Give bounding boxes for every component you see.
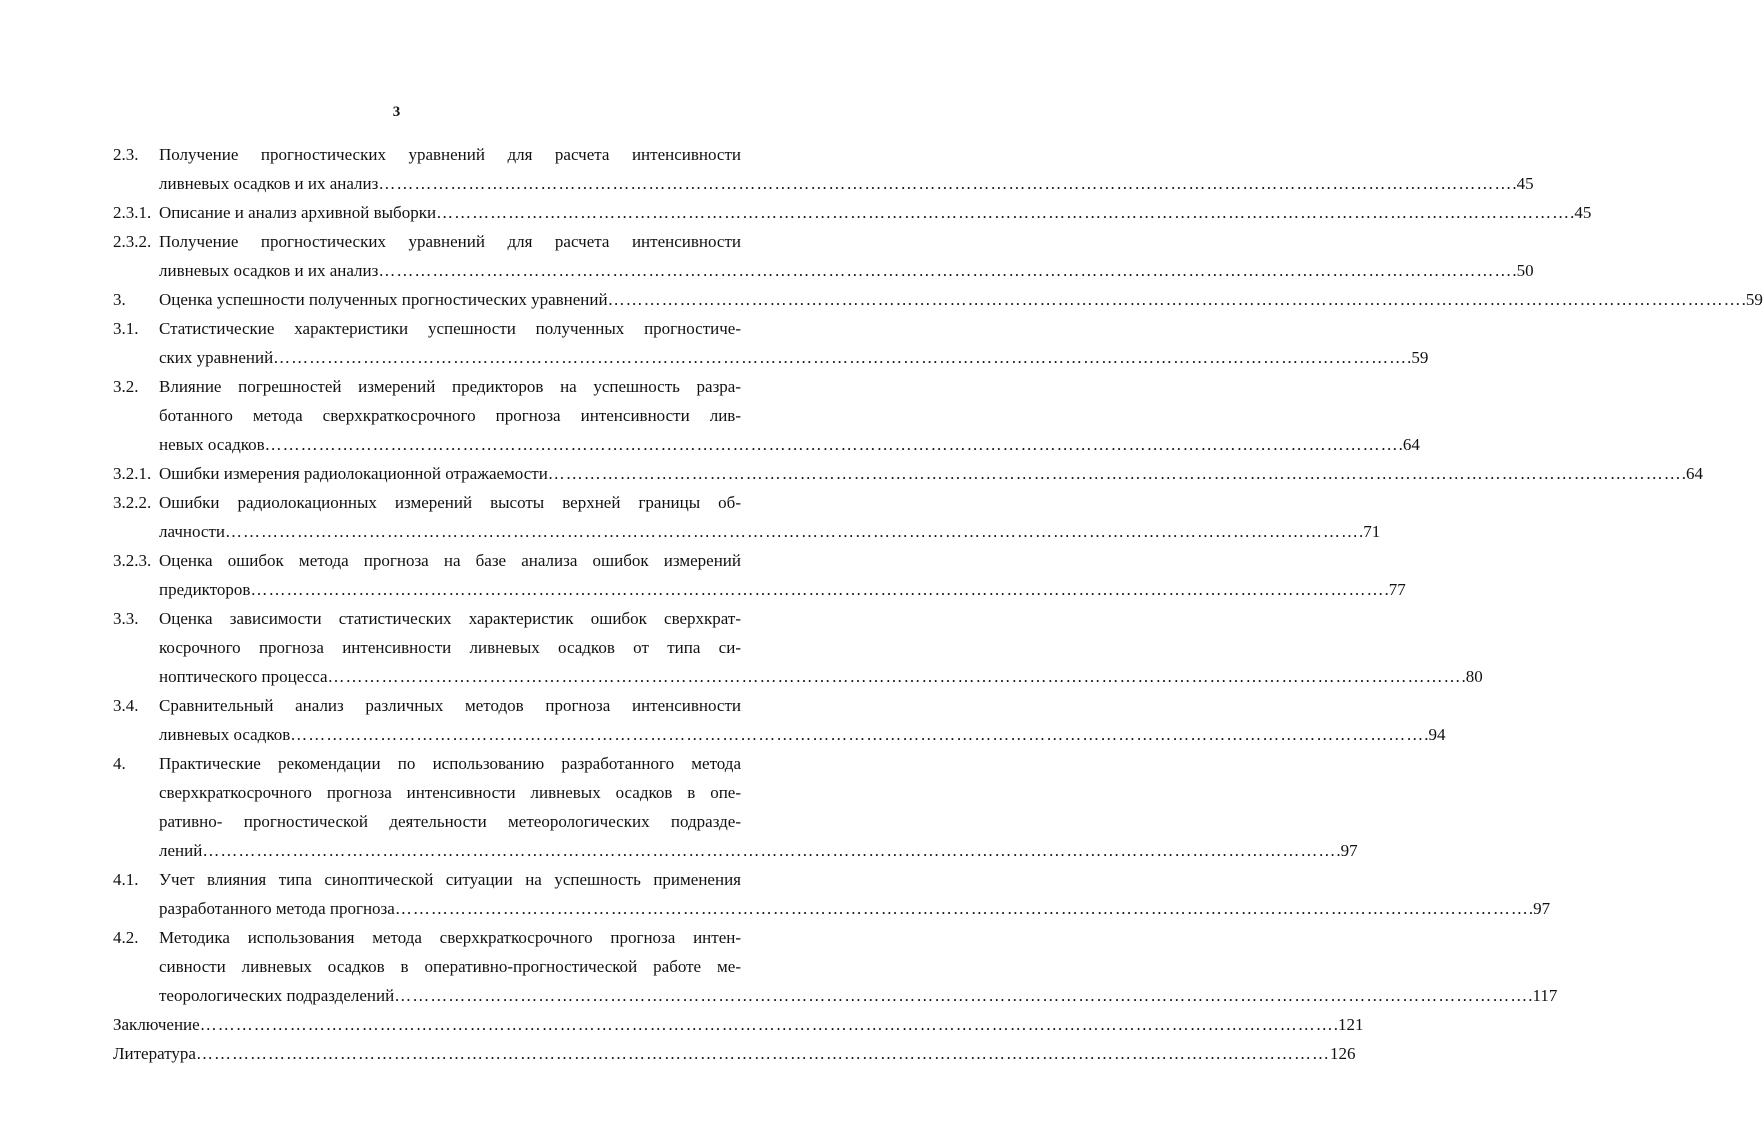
toc-page-number: .97: [1336, 841, 1358, 860]
toc-entry-number: 3.2.2.: [113, 493, 152, 512]
toc-entry-title-end: ливневых осадков и их анализ: [159, 174, 379, 193]
toc-entry-number: 4.1.: [113, 870, 139, 889]
toc-entry-last-line: [159, 256, 1534, 285]
toc-entry-last-line: [159, 198, 1592, 227]
toc-page-number: .64: [1398, 435, 1420, 454]
toc-leader-dots: ………………………………………………………………………………………………………………………………………………………………………: [436, 203, 1571, 222]
toc-entry-title: [159, 865, 1551, 923]
toc-leader-dots: ………………………………………………………………………………………………………………………………………………………………………: [607, 290, 1742, 309]
toc-entry-title-end: Описание и анализ архивной выборки: [159, 203, 437, 222]
toc-entry-number: 3.4.: [113, 696, 139, 715]
toc-entry-last-line: [159, 575, 1406, 604]
toc-entry-number: 2.3.2.: [113, 232, 152, 251]
toc-entry[interactable]: [113, 285, 1763, 314]
toc-entry-title-end: Литература: [113, 1044, 196, 1063]
toc-page-number: .71: [1359, 522, 1381, 541]
toc-entry-title-end: разработанного метода прогноза: [159, 899, 395, 918]
toc-entry-title-line: Получение прогностических уравнений для расчета интенсивности: [159, 232, 741, 251]
toc-leader-dots: ………………………………………………………………………………………………………………………………………………………………………: [202, 841, 1337, 860]
toc-entry[interactable]: [113, 604, 1483, 691]
toc-entry-title-line: Статистические характеристики успешности полученных прогностиче-: [159, 319, 741, 338]
toc-entry[interactable]: [113, 749, 1358, 865]
toc-entry-title: [113, 1010, 1364, 1039]
toc-entry-title-end: Оценка успешности полученных прогностических уравнений: [159, 290, 608, 309]
toc-entry-title-line: Ошибки радиолокационных измерений высоты верхней границы об-: [159, 493, 741, 512]
toc-entry-title-end: невых осадков: [159, 435, 265, 454]
toc-entry-title: [113, 1039, 1356, 1068]
toc-entry-title: [159, 691, 1446, 749]
toc-entry-last-line: [159, 285, 1763, 314]
toc-entry-title: [159, 227, 1534, 285]
toc-entry-title: [159, 314, 1429, 372]
toc-page-number: .59: [1407, 348, 1429, 367]
toc-entry[interactable]: [113, 459, 1704, 488]
toc-entry-title: [159, 372, 1420, 459]
toc-leader-dots: ………………………………………………………………………………………………………………………………………………………………………: [273, 348, 1408, 367]
toc-leader-dots: ………………………………………………………………………………………………………………………………………………………………………: [264, 435, 1399, 454]
toc-entry-title-end: Заключение: [113, 1015, 200, 1034]
toc-entry-title-line: Влияние погрешностей измерений предикторов на успешность разра-: [159, 377, 741, 396]
toc-entry[interactable]: [113, 198, 1592, 227]
toc-entry-number: 2.3.1.: [113, 203, 152, 222]
toc-entry-last-line: [159, 430, 1420, 459]
toc-entry-title-end: ских уравнений: [159, 348, 274, 367]
toc-page-number: 126: [1329, 1044, 1356, 1063]
table-of-contents: [113, 140, 1763, 1068]
toc-entry[interactable]: [113, 488, 1381, 546]
toc-entry-title: [159, 546, 1406, 604]
toc-page-number: .121: [1333, 1015, 1364, 1034]
toc-entry-title-line: косрочного прогноза интенсивности ливневых осадков от типа си-: [159, 638, 741, 657]
toc-page-number: .77: [1384, 580, 1406, 599]
page-number: 3: [392, 104, 401, 120]
toc-leader-dots: ………………………………………………………………………………………………………………………………………………………………………: [225, 522, 1359, 541]
toc-leader-dots: ………………………………………………………………………………………………………………………………………………………………………: [378, 261, 1513, 280]
toc-entry-title-line: Практические рекомендации по использованию разработанного метода: [159, 754, 741, 773]
toc-entry-number: 4.2.: [113, 928, 139, 947]
toc-entry-title-end: предикторов: [159, 580, 251, 599]
toc-entry-title-line: Методика использования метода сверхкраткосрочного прогноза интен-: [159, 928, 741, 947]
toc-page-number: .117: [1528, 986, 1558, 1005]
toc-page-number: .59: [1741, 290, 1763, 309]
toc-page-number: .97: [1528, 899, 1551, 918]
toc-entry-last-line: [159, 662, 1483, 691]
toc-page-number: .45: [1570, 203, 1592, 222]
toc-entry-last-line: [113, 1039, 1356, 1068]
toc-entry-title-end: лений: [159, 841, 203, 860]
toc-entry-title-line: Оценка зависимости статистических характеристик ошибок сверхкрат-: [159, 609, 741, 628]
toc-entry-last-line: [159, 169, 1534, 198]
toc-entry-title: [159, 459, 1704, 488]
toc-entry-number: 3.2.3.: [113, 551, 152, 570]
toc-leader-dots: ………………………………………………………………………………………………………………………………………………………………………: [378, 174, 1513, 193]
toc-entry[interactable]: [113, 227, 1534, 285]
toc-entry[interactable]: [113, 372, 1420, 459]
toc-entry-title-line: Оценка ошибок метода прогноза на базе анализа ошибок измерений: [159, 551, 741, 570]
toc-entry-last-line: [159, 459, 1704, 488]
toc-entry[interactable]: [113, 1010, 1364, 1039]
toc-entry-number: 2.3.: [113, 145, 139, 164]
toc-entry-last-line: [159, 894, 1551, 923]
toc-entry-title-end: ливневых осадков: [159, 725, 291, 744]
toc-entry-last-line: [159, 720, 1446, 749]
toc-entry-title-line: Учет влияния типа синоптической ситуации на успешность применения: [159, 870, 741, 889]
toc-leader-dots: ………………………………………………………………………………………………………………………………………………………………………: [547, 464, 1682, 483]
toc-entry-title-end: Ошибки измерения радиолокационной отражаемости: [159, 464, 548, 483]
toc-entry-title: [159, 749, 1358, 865]
toc-entry-title-line: Получение прогностических уравнений для расчета интенсивности: [159, 145, 741, 164]
toc-entry-last-line: [159, 981, 1558, 1010]
toc-entry-number: 3.: [113, 290, 126, 309]
toc-leader-dots: ………………………………………………………………………………………………………………………………………………………………………: [394, 986, 1529, 1005]
toc-entry-title-line: ботанного метода сверхкраткосрочного прогноза интенсивности лив-: [159, 406, 741, 425]
toc-leader-dots: ………………………………………………………………………………………………………………………………………………………………………: [199, 1015, 1334, 1034]
toc-entry-title-line: ративно- прогностической деятельности метеорологических подразде-: [159, 812, 741, 831]
toc-entry-title-end: лачности: [159, 522, 225, 541]
toc-entry-title: [159, 604, 1483, 691]
toc-entry-title-end: теорологических подразделений: [159, 986, 395, 1005]
toc-entry-title: [159, 488, 1381, 546]
toc-entry-number: 3.1.: [113, 319, 139, 338]
toc-entry-number: 3.3.: [113, 609, 139, 628]
toc-entry-number: 3.2.: [113, 377, 139, 396]
toc-entry-last-line: [159, 343, 1429, 372]
toc-entry[interactable]: [113, 314, 1429, 372]
toc-page-number: .64: [1681, 464, 1704, 483]
toc-entry-last-line: [159, 517, 1381, 546]
toc-entry[interactable]: [113, 691, 1446, 749]
toc-entry-title: [159, 140, 1534, 198]
toc-entry-title: [159, 923, 1558, 1010]
toc-page-number: .94: [1424, 725, 1446, 744]
toc-entry[interactable]: [113, 1039, 1356, 1068]
toc-leader-dots: ………………………………………………………………………………………………………………………………………………………………………: [195, 1044, 1330, 1063]
toc-entry-number: 3.2.1.: [113, 464, 152, 483]
toc-entry-number: 4.: [113, 754, 126, 773]
toc-entry-title: [159, 285, 1763, 314]
toc-entry-title-end: ливневых осадков и их анализ: [159, 261, 379, 280]
toc-page-number: .80: [1461, 667, 1483, 686]
toc-entry-title-line: Сравнительный анализ различных методов прогноза интенсивности: [159, 696, 741, 715]
toc-leader-dots: ………………………………………………………………………………………………………………………………………………………………………: [290, 725, 1425, 744]
toc-entry[interactable]: [113, 546, 1406, 604]
toc-entry-title-line: сивности ливневых осадков в оперативно-прогностической работе ме-: [159, 957, 741, 976]
toc-entry[interactable]: [113, 923, 1558, 1010]
toc-entry-title: [159, 198, 1592, 227]
toc-entry-last-line: [159, 836, 1358, 865]
toc-page-number: .45: [1512, 174, 1534, 193]
toc-leader-dots: ………………………………………………………………………………………………………………………………………………………………………: [394, 899, 1529, 918]
toc-entry[interactable]: [113, 140, 1534, 198]
toc-entry-last-line: [113, 1010, 1364, 1039]
toc-leader-dots: ………………………………………………………………………………………………………………………………………………………………………: [250, 580, 1385, 599]
toc-entry-title-end: ноптического процесса: [159, 667, 328, 686]
toc-entry-title-line: сверхкраткосрочного прогноза интенсивности ливневых осадков в опе-: [159, 783, 741, 802]
toc-leader-dots: ………………………………………………………………………………………………………………………………………………………………………: [327, 667, 1462, 686]
toc-entry[interactable]: [113, 865, 1551, 923]
toc-page-number: .50: [1512, 261, 1534, 280]
